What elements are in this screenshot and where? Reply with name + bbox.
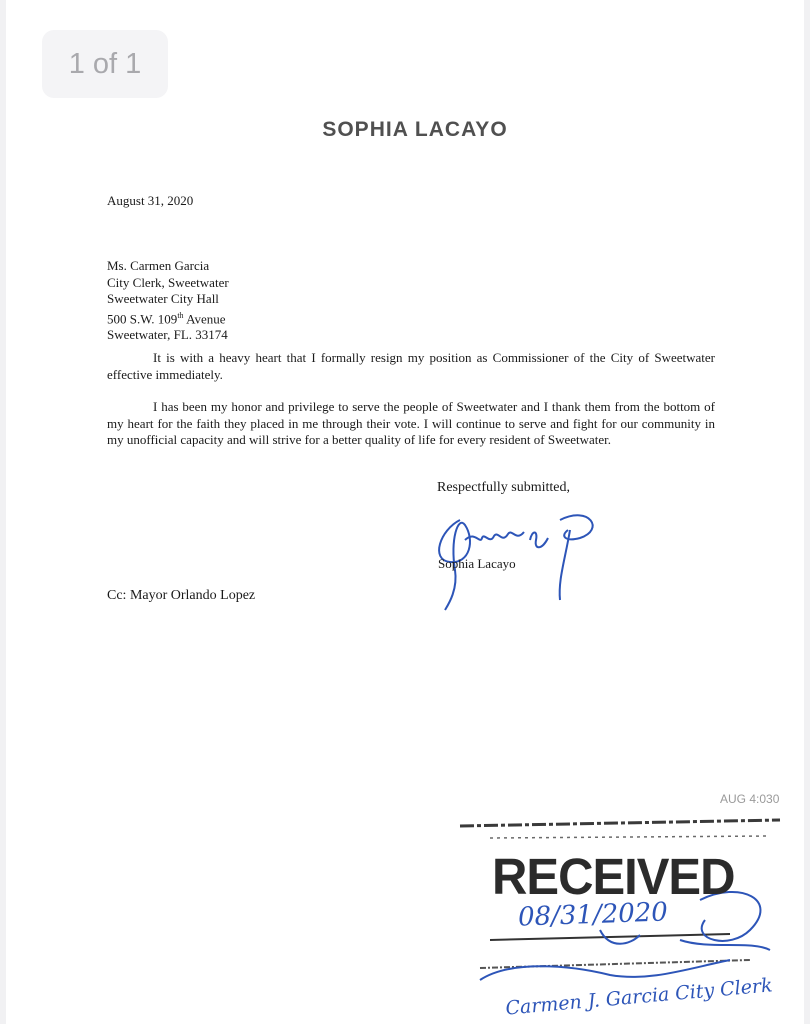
signer-name: Sophia Lacayo xyxy=(438,556,516,571)
page-edge-left xyxy=(0,0,6,1024)
address-line xyxy=(107,308,229,328)
page-edge-right xyxy=(804,0,810,1024)
address-line: Sweetwater, FL. 33174 xyxy=(107,327,228,343)
body-paragraph-2: I has been my honor and privilege to serve the people of Sweetwater and I thank them from the bottom of my heart for the faith they placed in me through their vote. I will continue to serve and fight for our community in my unofficial capacity and will strive for a better quality of life for every resident of Sweetwater. xyxy=(107,399,715,447)
address-line: Ms. Carmen Garcia xyxy=(107,258,210,273)
clerk-signature-handwritten: Carmen J. Garcia City Clerk xyxy=(504,974,774,1020)
page-counter xyxy=(42,30,168,98)
closing: Respectfully submitted, xyxy=(437,480,570,495)
stamp-date-handwritten: 08/31/2020 xyxy=(517,897,669,933)
cc-line: Cc: Mayor Orlando Lopez xyxy=(107,588,256,603)
address-line: Sweetwater City Hall xyxy=(107,291,219,306)
stamp-time: AUG 4:030 xyxy=(720,792,780,806)
body-paragraph-1: It is with a heavy heart that I formally resign my position as Commissioner of the City of Sweetwater effective immediately. xyxy=(107,350,715,382)
page-counter-label: 1 of 1 xyxy=(68,47,142,80)
letter-date: August 31, 2020 xyxy=(107,193,194,208)
received-stamp-label: RECEIVED xyxy=(492,849,735,906)
letterhead-name: SOPHIA LACAYO xyxy=(322,118,508,141)
address-line: City Clerk, Sweetwater xyxy=(107,274,229,290)
recipient-address xyxy=(107,258,229,344)
address-street: 500 S.W. 109 xyxy=(107,310,178,326)
address-street-suffix: Avenue xyxy=(183,310,226,326)
address-ordinal: th xyxy=(177,310,184,320)
